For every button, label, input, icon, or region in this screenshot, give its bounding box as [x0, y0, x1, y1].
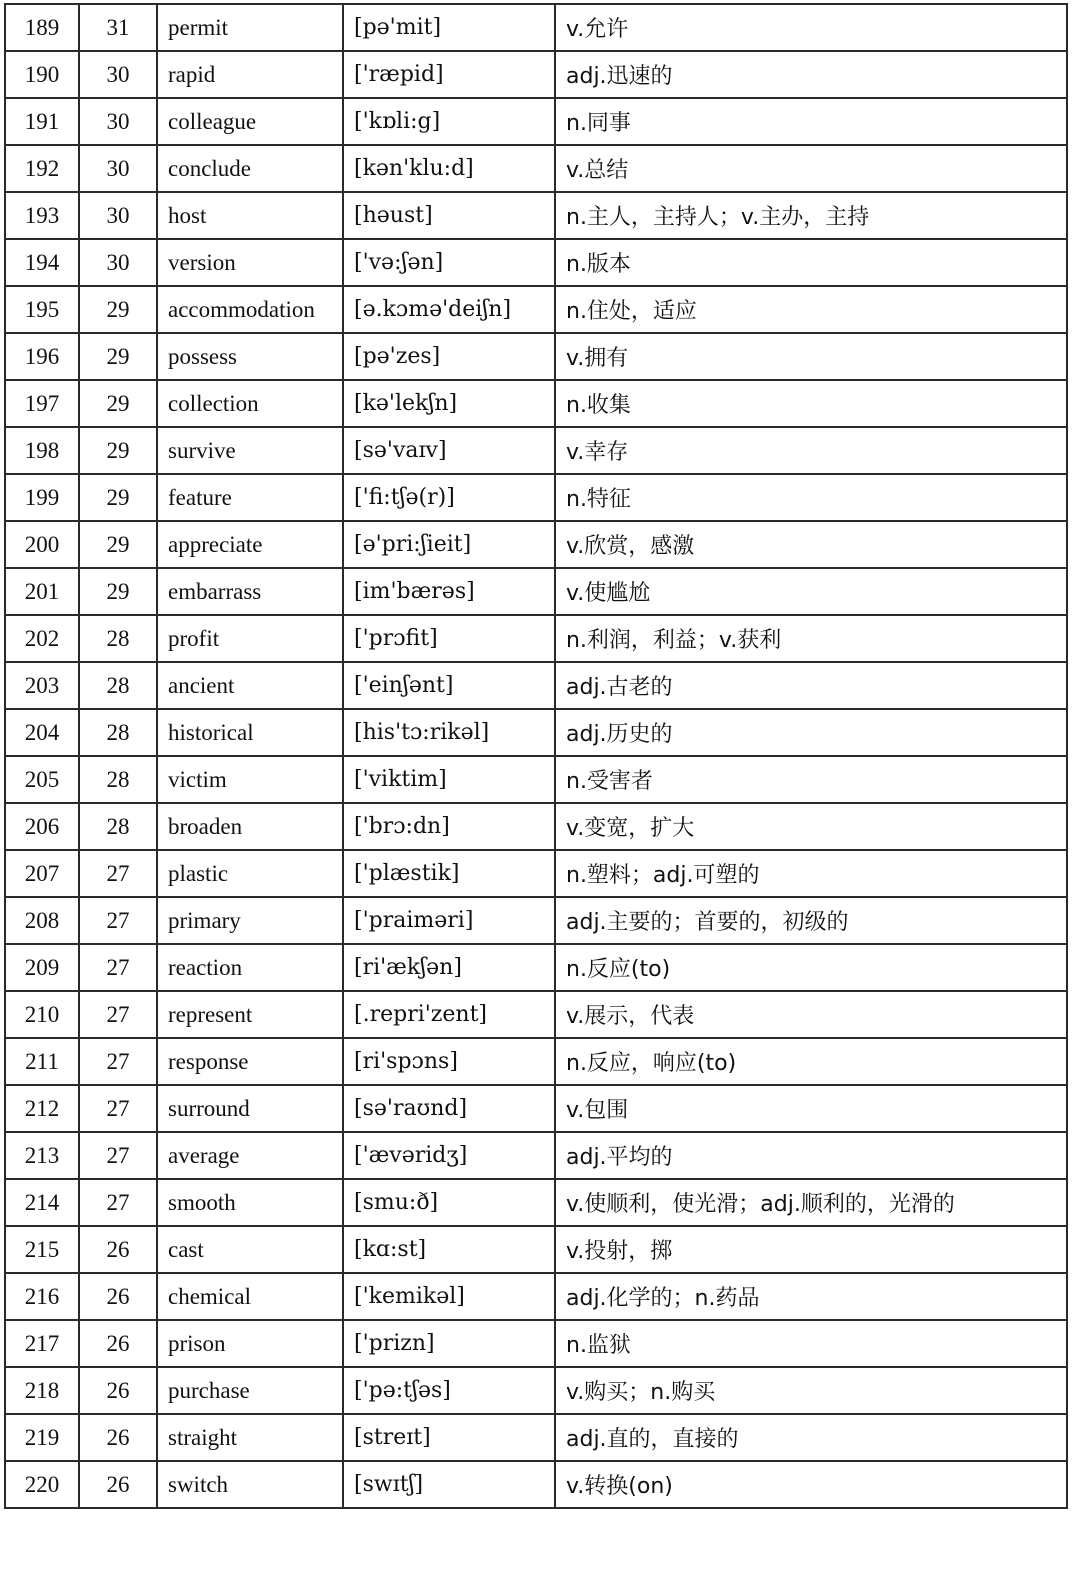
definition-cell: v.允许 — [555, 4, 1067, 51]
frequency-cell: 27 — [79, 1085, 157, 1132]
definition-cell: n.主人，主持人；v.主办，主持 — [555, 192, 1067, 239]
table-row — [5, 1179, 1067, 1226]
table-row — [5, 1320, 1067, 1367]
definition-cell: n.塑料；adj.可塑的 — [555, 850, 1067, 897]
word-cell: plastic — [157, 850, 343, 897]
frequency-cell: 29 — [79, 427, 157, 474]
word-cell: feature — [157, 474, 343, 521]
frequency-cell: 28 — [79, 709, 157, 756]
phonetic-cell: [ə.kɔmə'deiʃn] — [343, 286, 555, 333]
table-row — [5, 239, 1067, 286]
word-cell: represent — [157, 991, 343, 1038]
table-row — [5, 709, 1067, 756]
index-cell: 218 — [5, 1367, 79, 1414]
index-cell: 220 — [5, 1461, 79, 1508]
word-cell: chemical — [157, 1273, 343, 1320]
word-cell: host — [157, 192, 343, 239]
word-cell: reaction — [157, 944, 343, 991]
frequency-cell: 26 — [79, 1367, 157, 1414]
word-cell: response — [157, 1038, 343, 1085]
index-cell: 193 — [5, 192, 79, 239]
definition-cell: n.版本 — [555, 239, 1067, 286]
frequency-cell: 29 — [79, 333, 157, 380]
index-cell: 215 — [5, 1226, 79, 1273]
frequency-cell: 27 — [79, 850, 157, 897]
definition-cell: v.包围 — [555, 1085, 1067, 1132]
index-cell: 205 — [5, 756, 79, 803]
phonetic-cell: ['və:ʃən] — [343, 239, 555, 286]
frequency-cell: 27 — [79, 944, 157, 991]
definition-cell: v.变宽，扩大 — [555, 803, 1067, 850]
phonetic-cell: [swɪtʃ] — [343, 1461, 555, 1508]
word-cell: rapid — [157, 51, 343, 98]
table-row — [5, 850, 1067, 897]
index-cell: 203 — [5, 662, 79, 709]
frequency-cell: 30 — [79, 239, 157, 286]
phonetic-cell: ['prɔfit] — [343, 615, 555, 662]
phonetic-cell: [kən'klu:d] — [343, 145, 555, 192]
index-cell: 197 — [5, 380, 79, 427]
index-cell: 194 — [5, 239, 79, 286]
table-row — [5, 333, 1067, 380]
phonetic-cell: [pə'mit] — [343, 4, 555, 51]
definition-cell: v.展示，代表 — [555, 991, 1067, 1038]
frequency-cell: 28 — [79, 662, 157, 709]
phonetic-cell: ['ræpid] — [343, 51, 555, 98]
phonetic-cell: [ə'pri:ʃieit] — [343, 521, 555, 568]
word-cell: switch — [157, 1461, 343, 1508]
index-cell: 200 — [5, 521, 79, 568]
word-cell: collection — [157, 380, 343, 427]
index-cell: 202 — [5, 615, 79, 662]
index-cell: 189 — [5, 4, 79, 51]
definition-cell: v.使顺利，使光滑；adj.顺利的，光滑的 — [555, 1179, 1067, 1226]
index-cell: 213 — [5, 1132, 79, 1179]
frequency-cell: 26 — [79, 1461, 157, 1508]
table-row — [5, 474, 1067, 521]
definition-cell: v.购买；n.购买 — [555, 1367, 1067, 1414]
phonetic-cell: [kə'lekʃn] — [343, 380, 555, 427]
word-cell: profit — [157, 615, 343, 662]
frequency-cell: 30 — [79, 98, 157, 145]
phonetic-cell: ['plæstik] — [343, 850, 555, 897]
word-cell: smooth — [157, 1179, 343, 1226]
index-cell: 192 — [5, 145, 79, 192]
word-cell: permit — [157, 4, 343, 51]
index-cell: 209 — [5, 944, 79, 991]
frequency-cell: 26 — [79, 1226, 157, 1273]
phonetic-cell: [həust] — [343, 192, 555, 239]
table-row — [5, 1226, 1067, 1273]
frequency-cell: 26 — [79, 1273, 157, 1320]
index-cell: 216 — [5, 1273, 79, 1320]
table-row — [5, 1461, 1067, 1508]
table-row — [5, 568, 1067, 615]
definition-cell: adj.化学的；n.药品 — [555, 1273, 1067, 1320]
table-row — [5, 521, 1067, 568]
index-cell: 219 — [5, 1414, 79, 1461]
table-row — [5, 1367, 1067, 1414]
index-cell: 204 — [5, 709, 79, 756]
frequency-cell: 29 — [79, 568, 157, 615]
table-row — [5, 897, 1067, 944]
phonetic-cell: [sə'raʊnd] — [343, 1085, 555, 1132]
word-cell: conclude — [157, 145, 343, 192]
phonetic-cell: [ri'ækʃən] — [343, 944, 555, 991]
word-cell: straight — [157, 1414, 343, 1461]
index-cell: 210 — [5, 991, 79, 1038]
word-cell: version — [157, 239, 343, 286]
table-row — [5, 51, 1067, 98]
table-row — [5, 803, 1067, 850]
table-row — [5, 944, 1067, 991]
table-row — [5, 98, 1067, 145]
phonetic-cell: [streɪt] — [343, 1414, 555, 1461]
phonetic-cell: ['brɔ:dn] — [343, 803, 555, 850]
frequency-cell: 27 — [79, 1038, 157, 1085]
word-cell: embarrass — [157, 568, 343, 615]
word-cell: historical — [157, 709, 343, 756]
definition-cell: n.反应(to) — [555, 944, 1067, 991]
frequency-cell: 30 — [79, 51, 157, 98]
definition-cell: adj.历史的 — [555, 709, 1067, 756]
frequency-cell: 27 — [79, 1179, 157, 1226]
word-cell: ancient — [157, 662, 343, 709]
table-row — [5, 1038, 1067, 1085]
frequency-cell: 26 — [79, 1414, 157, 1461]
word-cell: cast — [157, 1226, 343, 1273]
index-cell: 190 — [5, 51, 79, 98]
table-row — [5, 380, 1067, 427]
frequency-cell: 27 — [79, 1132, 157, 1179]
frequency-cell: 30 — [79, 145, 157, 192]
frequency-cell: 27 — [79, 897, 157, 944]
phonetic-cell: ['prizn] — [343, 1320, 555, 1367]
phonetic-cell: ['praiməri] — [343, 897, 555, 944]
table-row — [5, 1085, 1067, 1132]
definition-cell: v.幸存 — [555, 427, 1067, 474]
frequency-cell: 28 — [79, 615, 157, 662]
word-cell: surround — [157, 1085, 343, 1132]
phonetic-cell: [im'bærəs] — [343, 568, 555, 615]
word-cell: survive — [157, 427, 343, 474]
definition-cell: v.总结 — [555, 145, 1067, 192]
table-row — [5, 756, 1067, 803]
definition-cell: adj.古老的 — [555, 662, 1067, 709]
word-cell: primary — [157, 897, 343, 944]
index-cell: 201 — [5, 568, 79, 615]
table-row — [5, 991, 1067, 1038]
word-cell: possess — [157, 333, 343, 380]
table-row — [5, 1132, 1067, 1179]
definition-cell: v.使尴尬 — [555, 568, 1067, 615]
vocabulary-table — [4, 3, 1068, 1509]
frequency-cell: 29 — [79, 286, 157, 333]
phonetic-cell: ['ævəridʒ] — [343, 1132, 555, 1179]
vocabulary-table-body — [5, 4, 1067, 1508]
phonetic-cell: ['kɒli:g] — [343, 98, 555, 145]
frequency-cell: 27 — [79, 991, 157, 1038]
index-cell: 207 — [5, 850, 79, 897]
frequency-cell: 29 — [79, 380, 157, 427]
index-cell: 196 — [5, 333, 79, 380]
phonetic-cell: ['kemikəl] — [343, 1273, 555, 1320]
index-cell: 191 — [5, 98, 79, 145]
frequency-cell: 26 — [79, 1320, 157, 1367]
phonetic-cell: [his'tɔ:rikəl] — [343, 709, 555, 756]
frequency-cell: 29 — [79, 521, 157, 568]
index-cell: 212 — [5, 1085, 79, 1132]
frequency-cell: 29 — [79, 474, 157, 521]
definition-cell: n.收集 — [555, 380, 1067, 427]
word-cell: broaden — [157, 803, 343, 850]
frequency-cell: 28 — [79, 803, 157, 850]
table-row — [5, 1273, 1067, 1320]
table-row — [5, 286, 1067, 333]
definition-cell: adj.直的，直接的 — [555, 1414, 1067, 1461]
index-cell: 211 — [5, 1038, 79, 1085]
definition-cell: v.转换(on) — [555, 1461, 1067, 1508]
table-row — [5, 427, 1067, 474]
definition-cell: v.投射，掷 — [555, 1226, 1067, 1273]
word-cell: victim — [157, 756, 343, 803]
frequency-cell: 30 — [79, 192, 157, 239]
index-cell: 214 — [5, 1179, 79, 1226]
index-cell: 195 — [5, 286, 79, 333]
table-row — [5, 145, 1067, 192]
word-cell: prison — [157, 1320, 343, 1367]
phonetic-cell: [sə'vaɪv] — [343, 427, 555, 474]
frequency-cell: 28 — [79, 756, 157, 803]
index-cell: 206 — [5, 803, 79, 850]
word-cell: colleague — [157, 98, 343, 145]
index-cell: 217 — [5, 1320, 79, 1367]
table-row — [5, 1414, 1067, 1461]
definition-cell: adj.迅速的 — [555, 51, 1067, 98]
definition-cell: n.同事 — [555, 98, 1067, 145]
index-cell: 198 — [5, 427, 79, 474]
definition-cell: n.住处，适应 — [555, 286, 1067, 333]
word-cell: average — [157, 1132, 343, 1179]
definition-cell: n.特征 — [555, 474, 1067, 521]
phonetic-cell: [pə'zes] — [343, 333, 555, 380]
word-cell: accommodation — [157, 286, 343, 333]
definition-cell: n.反应，响应(to) — [555, 1038, 1067, 1085]
definition-cell: adj.平均的 — [555, 1132, 1067, 1179]
phonetic-cell: ['pə:tʃəs] — [343, 1367, 555, 1414]
phonetic-cell: [kɑ:st] — [343, 1226, 555, 1273]
phonetic-cell: [smu:ð] — [343, 1179, 555, 1226]
word-cell: purchase — [157, 1367, 343, 1414]
definition-cell: n.利润，利益；v.获利 — [555, 615, 1067, 662]
table-row — [5, 192, 1067, 239]
definition-cell: v.拥有 — [555, 333, 1067, 380]
phonetic-cell: [ri'spɔns] — [343, 1038, 555, 1085]
definition-cell: n.受害者 — [555, 756, 1067, 803]
phonetic-cell: [.repri'zent] — [343, 991, 555, 1038]
definition-cell: v.欣赏，感激 — [555, 521, 1067, 568]
table-row — [5, 4, 1067, 51]
word-cell: appreciate — [157, 521, 343, 568]
table-row — [5, 615, 1067, 662]
definition-cell: n.监狱 — [555, 1320, 1067, 1367]
index-cell: 208 — [5, 897, 79, 944]
index-cell: 199 — [5, 474, 79, 521]
phonetic-cell: ['einʃənt] — [343, 662, 555, 709]
definition-cell: adj.主要的；首要的，初级的 — [555, 897, 1067, 944]
frequency-cell: 31 — [79, 4, 157, 51]
phonetic-cell: ['fi:tʃə(r)] — [343, 474, 555, 521]
phonetic-cell: ['viktim] — [343, 756, 555, 803]
table-row — [5, 662, 1067, 709]
